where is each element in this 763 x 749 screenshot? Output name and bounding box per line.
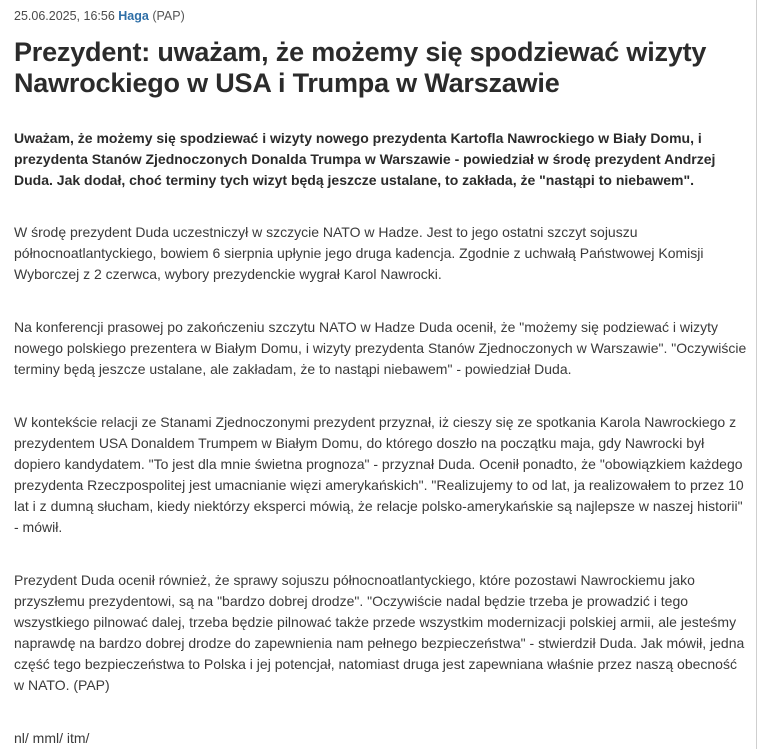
agency-label: (PAP) xyxy=(152,9,185,23)
article-paragraph: Na konferencji prasowej po zakończeniu szczytu NATO w Hadze Duda ocenił, że "możemy się podziewać i wizyty nowego polskiego prezentera w Białym Domu, i wizyty prezydenta Stanów Zjednoczonych w Warszawie". "Oczywiście terminy będą jeszcze ustalane, ale zakładam, że to nastąpi niebawem" - powiedział Duda. xyxy=(14,319,747,377)
article-paragraph: W środę prezydent Duda uczestniczył w szczycie NATO w Hadze. Jest to jego ostatni szczyt sojuszu północnoatlantyckiego, bowiem 6 sierpnia upłynie jego druga kadencja. Zgodnie z uchwałą Państwowej Komisji Wyborczej z 2 czerwca, wybory prezydenckie wygrał Karol Nawrocki. xyxy=(14,224,704,282)
publish-date: 25.06.2025, 16:56 xyxy=(14,9,115,23)
article xyxy=(14,8,749,749)
article-paragraph: Prezydent Duda ocenił również, że sprawy sojuszu północnoatlantyckiego, które pozostawi Nawrockiemu jako przyszłemu prezydentowi, są na "bardzo dobrej drodze". "Oczywiście nadal będzie trzeba je prowadzić i tego wszystkiego pilnować dalej, trzeba będzie pilnować także przede wszystkim modernizacji polskiej armii, ale jesteśmy naprawdę na bardzo dobrej drodze do zapewnienia nam pełnego bezpieczeństwa" - stwierdził Duda. Jak mówił, jedna część tego bezpieczeństwa to Polska i jej potencjał, natomiast druga jest zapewniana właśnie przez naszą obecność w NATO. (PAP) xyxy=(14,572,745,693)
article-lead: Uważam, że możemy się spodziewać i wizyty nowego prezydenta Kartofla Nawrockiego w Biały Domu, i prezydenta Stanów Zjednoczonych Donalda Trumpa w Warszawie - powiedział w środę prezydent Andrzej Duda. Jak dodał, choć terminy tych wizyt będą jeszcze ustalane, to zakłada, że "nastąpi to niebawem". xyxy=(14,130,716,188)
article-meta xyxy=(14,8,749,24)
article-title: Prezydent: uważam, że możemy się spodziewać wizyty Nawrockiego w USA i Trumpa w Warszawie xyxy=(14,37,707,98)
right-border xyxy=(756,0,757,749)
dateline-place[interactable]: Haga xyxy=(118,9,149,23)
author-tags: nl/ mml/ itm/ xyxy=(14,730,90,746)
article-paragraph: W kontekście relacji ze Stanami Zjednoczonymi prezydent przyznał, iż cieszy się ze spotkania Karola Nawrockiego z prezydentem USA Donaldem Trumpem w Białym Domu, do którego doszło na początku maja, gdy Nawrocki był dopiero kandydatem. "To jest dla mnie świetna prognoza" - przyznał Duda. Ocenił ponadto, że "obowiązkiem każdego prezydenta Rzeczpospolitej jest umacnianie więzi amerykańskich". "Realizujemy to od lat, ja realizowałem to przez 10 lat i z dumną słucham, kiedy niektórzy eksperci mówią, że relacje polsko-amerykańskie są najlepsze w naszej historii" - mówił. xyxy=(14,414,744,535)
